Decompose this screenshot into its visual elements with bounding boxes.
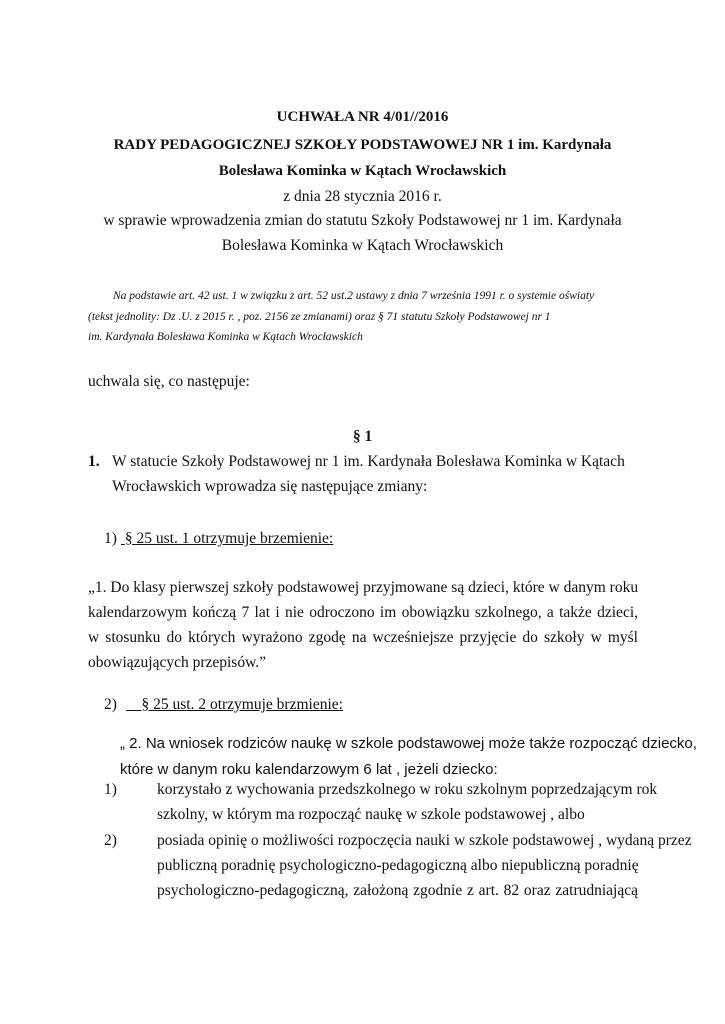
legal-basis-line3: im. Kardynała Bolesława Kominka w Kątach Wrocławskich bbox=[88, 331, 363, 343]
sub-1-line2: szkolny, w którym ma rozpocząć naukę w szkole podstawowej , albo bbox=[157, 806, 585, 823]
sub-2-number: 2) bbox=[104, 832, 117, 849]
change-2-number: 2) bbox=[104, 696, 117, 713]
resolution-title: UCHWAŁA NR 4/01//2016 bbox=[276, 109, 449, 125]
change-2-label bbox=[126, 696, 343, 714]
resolves-statement: uchwala się, co następuje: bbox=[88, 373, 250, 390]
sub-2-line2: publiczną poradnię psychologiczno-pedagogiczną albo niepubliczną poradnię bbox=[157, 857, 639, 874]
quote-1-line1: „1. Do klasy pierwszej szkoły podstawowej przyjmowane są dzieci, które w danym roku bbox=[88, 579, 639, 596]
quote-1-line4: obowiązujących przepisów.” bbox=[88, 654, 267, 671]
sub-1-number: 1) bbox=[104, 781, 117, 798]
change-1-label bbox=[121, 530, 333, 548]
resolution-subject-line2: Bolesława Kominka w Kątach Wrocławskich bbox=[221, 237, 504, 254]
section-heading: § 1 bbox=[352, 428, 373, 445]
sub-1-line1: korzystało z wychowania przedszkolnego w roku szkolnym poprzedzającym rok bbox=[157, 781, 658, 798]
quote-1-line3: w stosunku do których wyrażono zgodę na wcześniejsze przyjęcie do szkoły w myśl bbox=[88, 629, 638, 646]
resolution-date: z dnia 28 stycznia 2016 r. bbox=[283, 188, 442, 205]
resolution-council: RADY PEDAGOGICZNEJ SZKOŁY PODSTAWOWEJ NR 1 im. Kardynała bbox=[113, 137, 612, 153]
sub-2-line1: posiada opinię o możliwości rozpoczęcia nauki w szkole podstawowej , wydaną przez bbox=[157, 832, 692, 849]
legal-basis-line1: Na podstawie art. 42 ust. 1 w związku z art. 52 ust.2 ustawy z dnia 7 września 1991 r. o systemie oświaty bbox=[113, 290, 595, 302]
legal-basis-line2: (tekst jednolity: Dz .U. z 2015 r. , poz. 2156 ze zmianami) oraz § 71 statutu Szkoły Podstawowej nr 1 bbox=[88, 311, 551, 323]
resolution-school-name: Bolesława Kominka w Kątach Wrocławskich bbox=[218, 163, 507, 179]
sub-2-line3: psychologiczno-pedagogiczną, założoną zgodnie z art. 82 oraz zatrudniającą bbox=[157, 882, 638, 899]
change-1-label-text: § 25 ust. 1 otrzymuje brzemienie: bbox=[124, 530, 334, 547]
item-1-line1: W statucie Szkoły Podstawowej nr 1 im. Kardynała Bolesława Kominka w Kątach bbox=[112, 453, 625, 470]
quote-2-line1: „ 2. Na wniosek rodziców naukę w szkole podstawowej może także rozpocząć dziecko, bbox=[120, 735, 697, 752]
item-1-number: 1. bbox=[88, 453, 100, 470]
resolution-subject-line1: w sprawie wprowadzenia zmian do statutu Szkoły Podstawowej nr 1 im. Kardynała bbox=[103, 212, 622, 229]
change-2-label-text: § 25 ust. 2 otrzymuje brzmienie: bbox=[141, 696, 343, 713]
quote-2-line2: które w danym roku kalendarzowym 6 lat , jeżeli dziecko: bbox=[120, 761, 498, 778]
quote-1-line2: kalendarzowym kończą 7 lat i nie odroczono im obowiązku szkolnego, a także dzieci, bbox=[88, 604, 638, 621]
item-1-line2: Wrocławskich wprowadza się następujące zmiany: bbox=[112, 478, 428, 495]
change-1-number: 1) bbox=[104, 530, 117, 547]
